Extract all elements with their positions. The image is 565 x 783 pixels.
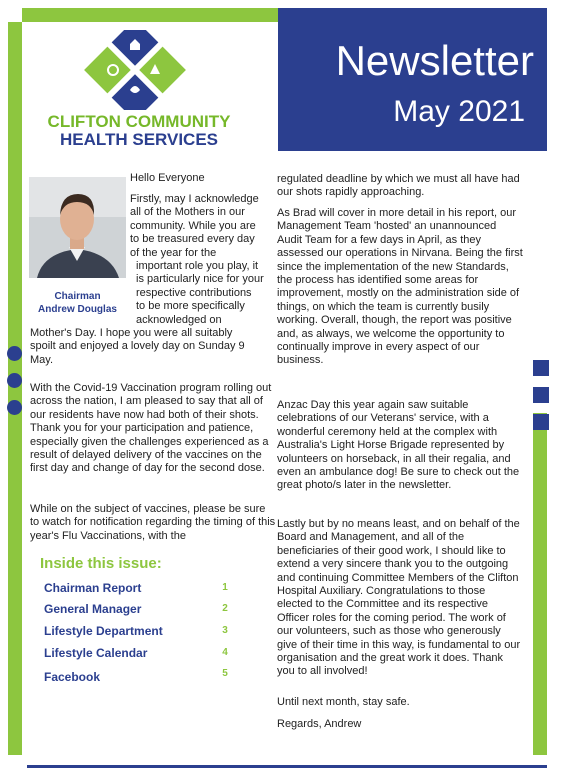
toc-page-number: 4: [222, 647, 228, 658]
p1-line: Mother's Day. I hope you were all suitably: [30, 327, 233, 339]
bottom-rule: [27, 765, 547, 768]
org-name-line1: CLIFTON COMMUNITY: [47, 112, 231, 131]
p1-line: acknowledged on: [136, 313, 222, 326]
toc-item-general-manager[interactable]: General Manager: [44, 602, 142, 616]
p1-line: all of the Mothers in our: [130, 206, 245, 219]
sign-off-line: Until next month, stay safe.: [277, 696, 410, 708]
signature-line: Regards, Andrew: [277, 718, 362, 730]
p1-line: respective contributions: [136, 286, 252, 299]
top-accent-bar: [22, 8, 278, 22]
toc-page-number: 2: [222, 603, 228, 614]
newsletter-title: Newsletter: [335, 37, 534, 84]
left-accent-bar: [8, 22, 22, 755]
photo-caption-role: Chairman: [54, 291, 101, 302]
chairman-photo: [29, 177, 126, 278]
paragraph-audit: As Brad will cover in more detail in his report, our Management Team 'hosted' an unannounced Audit Team for a few days in April, as they assessed our operations in Nirvana. Being the first since the implementation of the new Standards, the process has identified some areas for improvement, mostly on the administration side of things, on which the team is currently busily working. Overall, though, the report was positive and, as always, we welcome the opportunity to continually improve in every aspect of our business.: [277, 207, 523, 367]
toc-item-lifestyle-department[interactable]: Lifestyle Department: [44, 624, 163, 638]
toc-page-number: 1: [222, 582, 228, 593]
paragraph-anzac-day: Anzac Day this year again saw suitable celebrations of our Veterans' service, with a wonderful ceremony held at the complex with Australia's Light Horse Brigade represented by volunteers on horseback, in all their regalia, and even an ambulance dog! Be sure to check out the great photo/s later in the newsletter.: [277, 399, 520, 492]
toc-item-lifestyle-calendar[interactable]: Lifestyle Calendar: [44, 646, 148, 660]
decor-square: [533, 414, 549, 430]
paragraph-vaccination: With the Covid-19 Vaccination program rolling out across the nation, I am pleased to say that all of our residents have now had both of their shots. Thank you for your participation and patience, especially given the challenges experienced as a result of delayed delivery of the vaccines on the first day and change of day for the second dose.: [30, 382, 272, 475]
toc-page-number: 3: [222, 625, 228, 636]
clifton-logo: [80, 30, 190, 110]
p1-line: to be treasured every day: [130, 233, 255, 246]
decor-dot: [7, 346, 22, 361]
p1-line: community. While you are: [130, 219, 256, 232]
paragraph-thanks: Lastly but by no means least, and on behalf of the Board and Management, and all of the beneficiaries of their good work, I should like to extend a very sincere thank you to the outgoing and continuing Committee Members of the Clifton Hospital Auxiliary. Congratulations to those elected to the Committee and its respective Officer roles for the coming period. The work of our volunteers, such as those who generously give of their time in this way, is fundamental to our organisation and the great work it does. Thank you to all involved!: [277, 518, 521, 678]
decor-square: [533, 387, 549, 403]
p1-line: to be more specifically: [136, 300, 245, 313]
p1-line: spoilt and enjoyed a lovely day on Sunday 9: [30, 340, 245, 353]
toc-item-facebook[interactable]: Facebook: [44, 670, 101, 684]
photo-caption-name: Andrew Douglas: [38, 304, 117, 315]
issue-date: May 2021: [393, 95, 525, 128]
paragraph-flu-vaccines: While on the subject of vaccines, please be sure to watch for notification regarding the timing of this year's Flu Vaccinations, with the: [30, 503, 276, 542]
p1-line: May.: [30, 353, 54, 366]
paragraph-flu-continued: regulated deadline by which we must all have had our shots rapidly approaching.: [277, 173, 520, 199]
p1-line: of the year for the: [130, 246, 217, 259]
greeting: Hello Everyone: [130, 172, 205, 184]
decor-dot: [7, 373, 22, 388]
toc-item-chairman-report[interactable]: Chairman Report: [44, 581, 142, 595]
decor-dot: [7, 400, 22, 415]
p1-line: is particularly nice for your: [136, 273, 264, 286]
p1-line: Firstly, may I acknowledge: [130, 193, 259, 205]
right-accent-bar: [533, 413, 547, 755]
org-name-line2: HEALTH SERVICES: [59, 130, 219, 149]
p1-line: important role you play, it: [136, 260, 259, 272]
decor-square: [533, 360, 549, 376]
toc-page-number: 5: [222, 668, 228, 679]
inside-issue-title: Inside this issue:: [40, 555, 162, 572]
